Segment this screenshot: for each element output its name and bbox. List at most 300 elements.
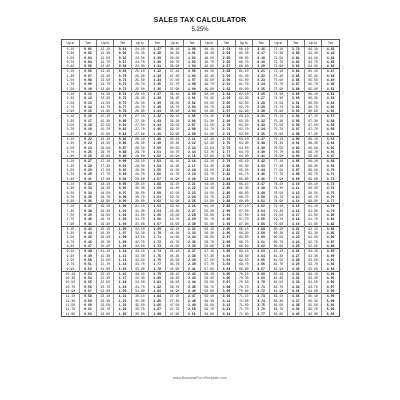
up-to-cell: 50.30 xyxy=(201,96,218,100)
up-to-cell: 5.50 xyxy=(62,168,79,172)
tax-cell: 0.33 xyxy=(79,186,96,190)
column-header: Tax xyxy=(287,40,304,47)
tax-cell: 1.45 xyxy=(149,127,166,131)
up-to-cell: 66.50 xyxy=(235,191,252,195)
up-to-cell: 76.90 xyxy=(270,154,287,159)
up-to-cell: 51.70 xyxy=(201,127,218,131)
up-to-cell: 85.10 xyxy=(304,69,321,74)
up-to-cell: 81.70 xyxy=(270,262,287,266)
tax-cell: 4.31 xyxy=(287,271,304,276)
tax-cell: 0.06 xyxy=(79,69,96,74)
tax-cell: 1.83 xyxy=(149,289,166,294)
tax-cell: 4.07 xyxy=(287,168,304,172)
tax-cell: 5.01 xyxy=(326,302,335,307)
up-to-cell: 84.90 xyxy=(304,64,321,69)
column-header: Tax xyxy=(252,40,269,47)
up-to-cell: 63.10 xyxy=(235,114,252,119)
up-to-cell: 92.30 xyxy=(304,231,321,235)
up-to-cell: 41.30 xyxy=(166,164,183,168)
tax-cell: 0.92 xyxy=(114,168,131,172)
up-to-cell: 21.70 xyxy=(97,262,114,266)
up-to-cell: 65.50 xyxy=(235,168,252,172)
up-to-cell: 70.50 xyxy=(235,280,252,284)
tax-cell: 1.44 xyxy=(149,123,166,127)
up-to-cell: 79.30 xyxy=(270,209,287,213)
tax-cell: 4.85 xyxy=(326,231,335,236)
tax-cell: 0.40 xyxy=(79,217,96,221)
tax-cell: 4.43 xyxy=(326,51,335,56)
tax-cell: 2.93 xyxy=(218,222,235,227)
up-to-cell: 15.10 xyxy=(97,114,114,119)
tax-cell: 2.54 xyxy=(218,51,235,55)
tax-cell: 1.50 xyxy=(149,146,166,150)
tax-cell: 5.00 xyxy=(326,298,335,303)
tax-cell: 3.70 xyxy=(252,280,269,284)
up-to-cell: 57.10 xyxy=(201,249,218,254)
tax-cell: 0.37 xyxy=(79,204,96,209)
up-to-cell: 93.50 xyxy=(304,258,321,262)
tax-cell: 1.69 xyxy=(149,226,166,231)
tax-cell: 2.04 xyxy=(183,109,200,114)
up-to-cell: 31.90 xyxy=(131,222,148,227)
tax-cell: 3.89 xyxy=(287,91,304,96)
up-to-cell: 89.90 xyxy=(304,177,321,182)
tax-cell: 3.19 xyxy=(252,60,269,64)
up-to-cell: 1.70 xyxy=(62,82,79,86)
up-to-cell: 8.30 xyxy=(62,231,79,235)
tax-cell: 4.25 xyxy=(287,244,304,249)
tax-cell: 4.48 xyxy=(326,73,335,78)
up-to-cell: 44.50 xyxy=(166,235,183,239)
up-to-cell: 46.10 xyxy=(166,271,183,276)
up-to-cell: 58.50 xyxy=(201,280,218,284)
up-to-cell: 25.90 xyxy=(131,87,148,92)
tax-cell: 0.26 xyxy=(79,154,96,159)
up-to-cell: 13.70 xyxy=(97,82,114,86)
tax-cell: 3.50 xyxy=(252,195,269,199)
tax-cell: 4.00 xyxy=(287,136,304,141)
up-to-cell: 30.30 xyxy=(131,186,148,190)
up-to-cell: 17.10 xyxy=(97,159,114,164)
tax-cell: 1.96 xyxy=(183,74,200,78)
up-to-cell: 22.10 xyxy=(97,271,114,276)
tax-cell: 4.04 xyxy=(287,154,304,159)
tax-cell: 2.74 xyxy=(218,136,235,141)
up-to-cell: 29.70 xyxy=(131,172,148,176)
up-to-cell: 91.70 xyxy=(304,217,321,221)
up-to-cell: 35.50 xyxy=(131,303,148,307)
tax-cell: 3.94 xyxy=(287,114,304,119)
up-to-cell: 60.30 xyxy=(235,51,252,55)
tax-cell: 0.76 xyxy=(114,101,131,105)
tax-cell: 0.78 xyxy=(114,109,131,114)
tax-cell: 1.91 xyxy=(183,51,200,55)
tax-cell: 0.55 xyxy=(79,280,96,284)
tax-cell: 2.98 xyxy=(218,240,235,244)
tax-cell: 1.54 xyxy=(149,164,166,168)
up-to-cell: 89.70 xyxy=(304,172,321,176)
tax-cell: 3.96 xyxy=(287,123,304,127)
up-to-cell: 42.70 xyxy=(166,195,183,199)
up-to-cell: 75.30 xyxy=(270,119,287,123)
tax-cell: 4.73 xyxy=(322,181,339,186)
tax-cell: 2.62 xyxy=(218,87,235,92)
up-to-cell: 89.10 xyxy=(304,159,321,164)
tax-cell: 4.44 xyxy=(326,55,335,60)
tax-cell: 4.37 xyxy=(287,299,304,303)
up-to-cell: 79.10 xyxy=(270,204,287,209)
tax-cell: 3.61 xyxy=(252,240,269,244)
tax-cell: 2.56 xyxy=(218,60,235,64)
tax-cell: 4.01 xyxy=(287,141,304,145)
tax-cell: 1.59 xyxy=(149,186,166,190)
tax-cell: 1.19 xyxy=(114,285,131,289)
up-to-cell: 35.90 xyxy=(131,312,148,316)
tax-cell: 1.56 xyxy=(149,172,166,176)
up-to-cell: 72.70 xyxy=(270,60,287,64)
up-to-cell: 89.30 xyxy=(304,164,321,168)
tax-cell: 0.23 xyxy=(79,141,96,145)
up-to-cell: 73.30 xyxy=(270,74,287,78)
tax-cell: 3.66 xyxy=(252,262,269,266)
up-to-cell: 22.70 xyxy=(97,285,114,289)
tax-cell: 4.93 xyxy=(326,266,335,271)
tax-cell: 3.71 xyxy=(252,285,269,289)
tax-cell: 1.82 xyxy=(149,285,166,289)
up-to-cell: 25.30 xyxy=(131,74,148,78)
up-to-cell: 91.50 xyxy=(304,213,321,217)
up-to-cell: 9.10 xyxy=(62,249,79,254)
up-to-cell: 23.30 xyxy=(97,299,114,303)
tax-cell: 4.67 xyxy=(326,154,335,159)
up-to-cell: 12.30 xyxy=(97,51,114,55)
tax-cell: 1.66 xyxy=(149,217,166,221)
up-to-cell: 24.30 xyxy=(131,51,148,55)
up-to-cell: 63.90 xyxy=(235,132,252,137)
tax-cell: 1.37 xyxy=(149,91,166,96)
up-to-cell: 7.10 xyxy=(62,204,79,209)
tax-cell: 3.97 xyxy=(287,127,304,131)
up-to-cell: 36.90 xyxy=(166,64,183,69)
tax-cell: 0.49 xyxy=(79,254,96,258)
up-to-cell: 47.90 xyxy=(166,312,183,316)
tax-cell: 0.15 xyxy=(79,109,96,114)
tax-cell: 2.77 xyxy=(218,150,235,154)
tax-cell: 4.13 xyxy=(287,195,304,199)
tax-cell: 3.35 xyxy=(252,132,269,137)
up-to-cell: 35.70 xyxy=(131,307,148,311)
up-to-cell: 67.70 xyxy=(235,217,252,221)
tax-cell: 4.40 xyxy=(287,312,304,316)
up-to-cell: 75.70 xyxy=(270,127,287,131)
up-to-cell: 43.90 xyxy=(166,222,183,227)
tax-cell: 4.50 xyxy=(326,82,335,87)
tax-cell: 1.10 xyxy=(114,244,131,249)
tax-cell: 3.67 xyxy=(252,267,269,272)
tax-cell: 3.58 xyxy=(252,226,269,231)
up-to-cell: 59.30 xyxy=(201,299,218,303)
tax-cell: 2.78 xyxy=(218,154,235,159)
tax-cell: 1.24 xyxy=(114,307,131,311)
tax-cell: 2.09 xyxy=(183,132,200,137)
up-to-cell: 90.50 xyxy=(304,191,321,195)
tax-cell: 4.55 xyxy=(326,104,335,109)
table-body xyxy=(62,47,339,316)
up-to-cell: 94.90 xyxy=(304,289,321,294)
tax-cell: 2.87 xyxy=(218,195,235,199)
tax-cell: 4.49 xyxy=(326,78,335,83)
tax-cell: 4.19 xyxy=(287,222,304,227)
tax-cell: 3.59 xyxy=(252,231,269,235)
up-to-cell: 77.90 xyxy=(270,177,287,182)
up-to-cell: 73.10 xyxy=(270,69,287,74)
up-to-cell: 95.50 xyxy=(304,303,321,307)
tax-cell: 4.09 xyxy=(287,177,304,182)
tax-cell: 4.60 xyxy=(326,127,335,132)
up-to-cell: 28.50 xyxy=(131,146,148,150)
tax-cell: 0.04 xyxy=(79,60,96,64)
tax-cell: 2.05 xyxy=(183,114,200,119)
up-to-cell: 7.50 xyxy=(62,213,79,217)
up-to-cell: 78.90 xyxy=(270,199,287,204)
tax-cell: 3.43 xyxy=(252,164,269,168)
up-to-cell: 64.90 xyxy=(235,154,252,159)
tax-cell: 0.09 xyxy=(79,82,96,86)
tax-cell: 1.20 xyxy=(114,289,131,294)
tax-cell: 2.45 xyxy=(183,285,200,289)
tax-cell: 4.15 xyxy=(287,204,304,209)
up-to-cell: 37.70 xyxy=(166,82,183,86)
up-to-cell: 73.90 xyxy=(270,87,287,92)
tax-cell: 3.21 xyxy=(252,69,269,74)
up-to-cell: 49.10 xyxy=(201,69,218,74)
tax-cell: 4.61 xyxy=(326,131,335,136)
up-to-cell: 19.10 xyxy=(97,204,114,209)
tax-cell: 0.61 xyxy=(79,307,96,311)
column-header: Tax xyxy=(149,40,166,47)
up-to-cell: 95.90 xyxy=(304,312,321,316)
tax-cell: 1.58 xyxy=(149,181,166,186)
up-to-cell: 78.50 xyxy=(270,191,287,195)
tax-cell: 0.79 xyxy=(114,114,131,119)
tax-cell: 3.73 xyxy=(252,294,269,299)
tax-cell: 0.72 xyxy=(114,82,131,86)
up-to-cell: 75.10 xyxy=(270,114,287,119)
up-to-cell: 53.30 xyxy=(201,164,218,168)
up-to-cell: 9.30 xyxy=(62,254,79,258)
tax-cell: 0.11 xyxy=(79,91,96,96)
tax-cell: 3.14 xyxy=(218,312,235,316)
up-to-cell: 15.70 xyxy=(97,127,114,131)
up-to-cell: 14.70 xyxy=(97,105,114,109)
tax-cell: 4.23 xyxy=(287,235,304,239)
up-to-cell: 51.10 xyxy=(201,114,218,119)
tax-cell: 0.73 xyxy=(114,87,131,92)
up-to-cell: 38.10 xyxy=(166,91,183,96)
up-to-cell: 41.10 xyxy=(166,159,183,164)
up-to-cell: 91.10 xyxy=(304,204,321,209)
up-to-cell: 82.90 xyxy=(270,289,287,294)
tax-cell: 2.34 xyxy=(183,235,200,239)
tax-cell: 3.33 xyxy=(252,123,269,127)
up-to-cell: 20.10 xyxy=(97,226,114,231)
tax-cell: 0.97 xyxy=(114,191,131,195)
up-to-cell: 5.30 xyxy=(62,164,79,168)
tax-cell: 4.74 xyxy=(326,186,335,191)
tax-cell: 2.72 xyxy=(218,132,235,137)
tax-cell: 2.48 xyxy=(183,299,200,303)
tax-cell: 1.43 xyxy=(149,119,166,123)
tax-cell: 4.92 xyxy=(326,262,335,267)
tax-cell: 3.18 xyxy=(252,56,269,60)
tax-cell: 1.85 xyxy=(149,299,166,303)
tax-cell: 0.51 xyxy=(79,262,96,266)
tax-cell: 2.43 xyxy=(183,276,200,280)
up-to-cell: 40.10 xyxy=(166,136,183,141)
up-to-cell: 48.30 xyxy=(201,51,218,55)
up-to-cell: 86.30 xyxy=(304,96,321,100)
tax-cell: 4.80 xyxy=(326,212,335,217)
up-to-cell: 31.10 xyxy=(131,204,148,209)
tax-cell: 1.75 xyxy=(149,254,166,258)
up-to-cell: 27.50 xyxy=(131,123,148,127)
up-to-cell: 52.30 xyxy=(201,141,218,145)
tax-cell: 0.03 xyxy=(79,56,96,60)
up-to-cell: 56.10 xyxy=(201,226,218,231)
column-header: Up to xyxy=(131,40,148,47)
tax-cell: 3.06 xyxy=(218,276,235,280)
tax-cell: 0.19 xyxy=(79,127,96,131)
up-to-cell: 81.30 xyxy=(270,254,287,258)
tax-cell: 3.13 xyxy=(218,307,235,311)
tax-cell: 0.69 xyxy=(114,69,131,74)
up-to-cell: 93.30 xyxy=(304,254,321,258)
column-header: Up to xyxy=(304,40,321,47)
up-to-cell: 33.90 xyxy=(131,267,148,272)
tax-cell: 0.08 xyxy=(79,78,96,82)
up-to-cell: 64.10 xyxy=(235,136,252,141)
up-to-cell: 42.10 xyxy=(166,181,183,186)
up-to-cell: 90.30 xyxy=(304,186,321,190)
tax-cell: 0.22 xyxy=(79,136,96,141)
up-to-cell: 43.70 xyxy=(166,217,183,221)
up-to-cell: 57.50 xyxy=(201,258,218,262)
tax-cell: 4.18 xyxy=(287,217,304,221)
tax-cell: 0.45 xyxy=(79,235,96,239)
tax-cell: 4.54 xyxy=(326,100,335,105)
tax-cell: 3.51 xyxy=(252,199,269,204)
tax-cell: 0.99 xyxy=(114,199,131,204)
tax-cell: 1.78 xyxy=(149,267,166,272)
up-to-cell: 82.50 xyxy=(270,280,287,284)
tax-cell: 3.37 xyxy=(252,136,269,141)
tax-cell: 2.79 xyxy=(218,159,235,164)
tax-cell: 0.91 xyxy=(114,164,131,168)
up-to-cell: 36.10 xyxy=(166,47,183,52)
tax-cell: 3.32 xyxy=(252,119,269,123)
tax-cell: 1.90 xyxy=(183,47,200,52)
up-to-cell: 9.50 xyxy=(62,258,79,262)
tax-cell: 1.94 xyxy=(183,64,200,69)
up-to-cell: 16.10 xyxy=(97,136,114,141)
up-to-cell: 55.90 xyxy=(201,222,218,227)
up-to-cell: 23.50 xyxy=(97,303,114,307)
tax-cell: 0.44 xyxy=(79,231,96,235)
up-to-cell: 32.70 xyxy=(131,240,148,244)
tax-cell: 3.08 xyxy=(218,285,235,289)
tax-cell: 0.85 xyxy=(114,136,131,141)
tax-cell: 1.92 xyxy=(183,56,200,60)
tax-cell: 3.48 xyxy=(252,186,269,190)
tax-cell: 1.08 xyxy=(114,235,131,239)
tax-cell: 2.22 xyxy=(183,186,200,190)
tax-cell: 0.27 xyxy=(79,159,96,164)
column-header: Tax xyxy=(322,40,339,47)
up-to-cell: 72.50 xyxy=(270,56,287,60)
up-to-cell: 61.10 xyxy=(235,69,252,74)
up-to-cell: 78.10 xyxy=(270,181,287,186)
up-to-cell: 14.90 xyxy=(97,109,114,114)
up-to-cell: 29.90 xyxy=(131,177,148,182)
up-to-cell: 4.90 xyxy=(62,154,79,159)
up-to-cell: 29.50 xyxy=(131,168,148,172)
up-to-cell: 66.30 xyxy=(235,186,252,190)
up-to-cell: 74.70 xyxy=(270,105,287,109)
tax-cell: 1.06 xyxy=(114,226,131,231)
tax-cell: 0.65 xyxy=(114,51,131,55)
up-to-cell: 82.30 xyxy=(270,276,287,280)
up-to-cell: 92.10 xyxy=(304,226,321,231)
up-to-cell: 45.50 xyxy=(166,258,183,262)
up-to-cell: 87.50 xyxy=(304,123,321,127)
up-to-cell: 10.70 xyxy=(62,285,79,289)
up-to-cell: 45.10 xyxy=(166,249,183,254)
tax-cell: 0.53 xyxy=(79,271,96,276)
tax-cell: 4.58 xyxy=(326,118,335,123)
tax-cell: 4.99 xyxy=(322,294,339,299)
tax-cell: 1.74 xyxy=(149,249,166,254)
up-to-cell: 6.70 xyxy=(62,195,79,199)
tax-cell: 2.03 xyxy=(183,105,200,109)
up-to-cell: 5.90 xyxy=(62,177,79,182)
tax-cell: 3.82 xyxy=(287,60,304,64)
up-to-cell: 13.50 xyxy=(97,78,114,82)
tax-cell: 0.94 xyxy=(114,177,131,182)
tax-cell: 3.22 xyxy=(252,74,269,78)
tax-cell: 3.90 xyxy=(287,96,304,100)
tax-cell: 1.67 xyxy=(149,222,166,227)
tax-cell: 4.06 xyxy=(287,164,304,168)
tax-cell: 4.87 xyxy=(326,239,335,244)
tax-cell: 2.13 xyxy=(183,146,200,150)
up-to-cell: 79.90 xyxy=(270,222,287,227)
tax-cell: 0.34 xyxy=(79,191,96,195)
up-to-cell: 1.90 xyxy=(62,87,79,92)
up-to-cell: 69.50 xyxy=(235,258,252,262)
up-to-cell: 83.50 xyxy=(270,303,287,307)
up-to-cell: 41.70 xyxy=(166,172,183,176)
up-to-cell: 11.10 xyxy=(62,294,79,299)
tax-cell: 0.82 xyxy=(114,127,131,131)
tax-cell: 4.91 xyxy=(326,257,335,262)
up-to-cell: 73.50 xyxy=(270,78,287,82)
up-to-cell: 88.30 xyxy=(304,141,321,145)
up-to-cell: 95.10 xyxy=(304,294,321,299)
tax-cell: 1.97 xyxy=(183,78,200,82)
up-to-cell: 13.90 xyxy=(97,87,114,92)
up-to-cell: 39.90 xyxy=(166,132,183,137)
tax-cell: 2.40 xyxy=(183,262,200,266)
